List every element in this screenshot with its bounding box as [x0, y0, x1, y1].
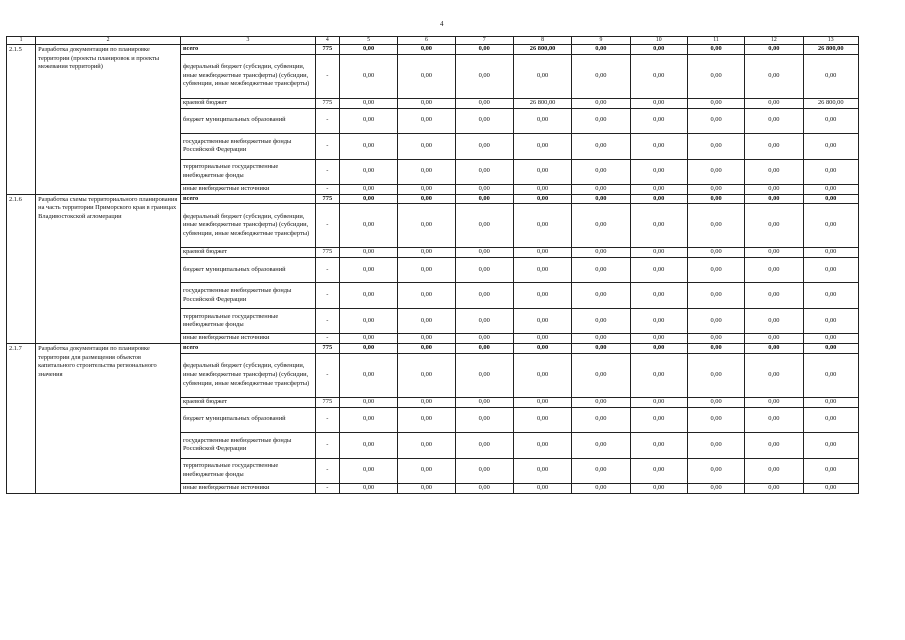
funding-source: всего: [181, 194, 316, 204]
amount-cell: 26 800,00: [803, 98, 858, 108]
amount-cell: 0,00: [803, 108, 858, 133]
amount-cell: 0,00: [398, 344, 455, 354]
amount-cell: 0,00: [630, 248, 687, 258]
amount-cell: 0,00: [687, 159, 744, 184]
kbk-code: 775: [315, 194, 339, 204]
kbk-code: -: [315, 283, 339, 309]
amount-cell: 0,00: [455, 204, 513, 248]
amount-cell: 0,00: [398, 159, 455, 184]
amount-cell: 0,00: [745, 45, 803, 55]
amount-cell: 0,00: [455, 54, 513, 98]
amount-cell: 0,00: [572, 108, 630, 133]
funding-source: государственные внебюджетные фонды Российской Федерации: [181, 133, 316, 159]
column-header: 1: [7, 37, 36, 45]
amount-cell: 0,00: [339, 258, 397, 283]
amount-cell: 0,00: [745, 204, 803, 248]
amount-cell: 0,00: [803, 248, 858, 258]
amount-cell: 0,00: [687, 309, 744, 334]
amount-cell: 0,00: [339, 432, 397, 458]
amount-cell: 0,00: [339, 248, 397, 258]
amount-cell: 0,00: [513, 483, 571, 493]
amount-cell: 0,00: [630, 133, 687, 159]
amount-cell: 0,00: [687, 432, 744, 458]
amount-cell: 0,00: [513, 407, 571, 432]
amount-cell: 0,00: [339, 353, 397, 397]
amount-cell: 0,00: [687, 133, 744, 159]
amount-cell: 0,00: [339, 204, 397, 248]
amount-cell: 0,00: [513, 344, 571, 354]
amount-cell: 0,00: [687, 248, 744, 258]
kbk-code: -: [315, 309, 339, 334]
budget-table: [6, 36, 859, 494]
amount-cell: 0,00: [455, 159, 513, 184]
amount-cell: 0,00: [398, 283, 455, 309]
amount-cell: 0,00: [687, 194, 744, 204]
amount-cell: 0,00: [398, 353, 455, 397]
amount-cell: 0,00: [745, 159, 803, 184]
amount-cell: 0,00: [803, 483, 858, 493]
amount-cell: 0,00: [398, 458, 455, 483]
table-row: [7, 344, 859, 354]
amount-cell: 0,00: [572, 248, 630, 258]
amount-cell: 0,00: [398, 45, 455, 55]
amount-cell: 0,00: [630, 54, 687, 98]
amount-cell: 0,00: [398, 407, 455, 432]
amount-cell: 0,00: [339, 54, 397, 98]
funding-source: иные внебюджетные источники: [181, 483, 316, 493]
funding-source: государственные внебюджетные фонды Российской Федерации: [181, 283, 316, 309]
amount-cell: 0,00: [803, 458, 858, 483]
amount-cell: 0,00: [572, 283, 630, 309]
amount-cell: 0,00: [803, 397, 858, 407]
amount-cell: 0,00: [745, 194, 803, 204]
amount-cell: 0,00: [572, 159, 630, 184]
amount-cell: 0,00: [572, 407, 630, 432]
column-header: 3: [181, 37, 316, 45]
amount-cell: 0,00: [339, 133, 397, 159]
kbk-code: -: [315, 258, 339, 283]
amount-cell: 0,00: [630, 353, 687, 397]
amount-cell: 0,00: [455, 397, 513, 407]
amount-cell: 0,00: [572, 353, 630, 397]
funding-source: бюджет муниципальных образований: [181, 258, 316, 283]
kbk-code: -: [315, 432, 339, 458]
amount-cell: 0,00: [339, 108, 397, 133]
amount-cell: 0,00: [803, 159, 858, 184]
amount-cell: 0,00: [745, 54, 803, 98]
amount-cell: 0,00: [513, 108, 571, 133]
amount-cell: 0,00: [745, 353, 803, 397]
amount-cell: 0,00: [687, 108, 744, 133]
amount-cell: 0,00: [745, 98, 803, 108]
amount-cell: 0,00: [687, 204, 744, 248]
amount-cell: 0,00: [745, 397, 803, 407]
kbk-code: 775: [315, 344, 339, 354]
amount-cell: 0,00: [339, 397, 397, 407]
kbk-code: -: [315, 159, 339, 184]
amount-cell: 26 800,00: [803, 45, 858, 55]
amount-cell: 0,00: [572, 184, 630, 194]
amount-cell: 0,00: [803, 184, 858, 194]
amount-cell: 0,00: [339, 344, 397, 354]
kbk-code: 775: [315, 248, 339, 258]
kbk-code: -: [315, 353, 339, 397]
amount-cell: 0,00: [745, 309, 803, 334]
kbk-code: -: [315, 133, 339, 159]
amount-cell: 0,00: [455, 184, 513, 194]
amount-cell: 0,00: [803, 54, 858, 98]
amount-cell: 0,00: [630, 397, 687, 407]
amount-cell: 0,00: [398, 54, 455, 98]
funding-source: бюджет муниципальных образований: [181, 108, 316, 133]
amount-cell: 0,00: [687, 458, 744, 483]
amount-cell: 0,00: [630, 309, 687, 334]
amount-cell: 0,00: [803, 407, 858, 432]
amount-cell: 0,00: [687, 258, 744, 283]
amount-cell: 0,00: [513, 458, 571, 483]
kbk-code: -: [315, 483, 339, 493]
column-header: 5: [339, 37, 397, 45]
funding-source: краевой бюджет: [181, 248, 316, 258]
amount-cell: 0,00: [455, 334, 513, 344]
amount-cell: 0,00: [803, 309, 858, 334]
amount-cell: 0,00: [572, 309, 630, 334]
kbk-code: -: [315, 458, 339, 483]
amount-cell: 0,00: [630, 45, 687, 55]
amount-cell: 0,00: [398, 248, 455, 258]
amount-cell: 0,00: [687, 45, 744, 55]
amount-cell: 0,00: [513, 309, 571, 334]
amount-cell: 0,00: [687, 397, 744, 407]
kbk-code: 775: [315, 98, 339, 108]
amount-cell: 0,00: [803, 133, 858, 159]
amount-cell: 0,00: [339, 407, 397, 432]
amount-cell: 0,00: [339, 458, 397, 483]
section-name: Разработка схемы территориального планирования на часть территории Приморского края в границах Владивостокской агломерации: [36, 194, 181, 344]
amount-cell: 0,00: [455, 194, 513, 204]
amount-cell: 0,00: [803, 432, 858, 458]
column-header: 11: [687, 37, 744, 45]
amount-cell: 0,00: [745, 133, 803, 159]
amount-cell: 0,00: [630, 258, 687, 283]
table-row: [7, 45, 859, 55]
amount-cell: 0,00: [572, 133, 630, 159]
amount-cell: 0,00: [745, 283, 803, 309]
amount-cell: 0,00: [513, 133, 571, 159]
amount-cell: 0,00: [455, 483, 513, 493]
amount-cell: 0,00: [513, 334, 571, 344]
amount-cell: 0,00: [630, 458, 687, 483]
amount-cell: 0,00: [745, 458, 803, 483]
amount-cell: 0,00: [572, 45, 630, 55]
column-header: 13: [803, 37, 858, 45]
amount-cell: 0,00: [630, 98, 687, 108]
amount-cell: 0,00: [572, 204, 630, 248]
amount-cell: 0,00: [630, 184, 687, 194]
amount-cell: 0,00: [572, 98, 630, 108]
kbk-code: -: [315, 184, 339, 194]
amount-cell: 0,00: [630, 283, 687, 309]
kbk-code: -: [315, 54, 339, 98]
kbk-code: -: [315, 204, 339, 248]
amount-cell: 0,00: [572, 334, 630, 344]
amount-cell: 0,00: [572, 344, 630, 354]
funding-source: всего: [181, 45, 316, 55]
kbk-code: -: [315, 407, 339, 432]
amount-cell: 0,00: [687, 407, 744, 432]
amount-cell: 0,00: [339, 159, 397, 184]
column-header: 4: [315, 37, 339, 45]
amount-cell: 0,00: [630, 483, 687, 493]
column-header: 2: [36, 37, 181, 45]
page-number: 4: [440, 20, 444, 28]
amount-cell: 0,00: [513, 353, 571, 397]
amount-cell: 0,00: [745, 108, 803, 133]
amount-cell: 0,00: [572, 458, 630, 483]
amount-cell: 0,00: [398, 133, 455, 159]
amount-cell: 0,00: [687, 54, 744, 98]
amount-cell: 0,00: [572, 258, 630, 283]
amount-cell: 26 800,00: [513, 98, 571, 108]
amount-cell: 0,00: [572, 397, 630, 407]
funding-source: иные внебюджетные источники: [181, 184, 316, 194]
amount-cell: 0,00: [513, 184, 571, 194]
amount-cell: 0,00: [398, 309, 455, 334]
amount-cell: 0,00: [630, 407, 687, 432]
amount-cell: 0,00: [687, 184, 744, 194]
funding-source: территориальные государственные внебюджетные фонды: [181, 458, 316, 483]
amount-cell: 0,00: [630, 108, 687, 133]
amount-cell: 0,00: [513, 248, 571, 258]
funding-source: территориальные государственные внебюджетные фонды: [181, 309, 316, 334]
amount-cell: 0,00: [513, 397, 571, 407]
funding-source: бюджет муниципальных образований: [181, 407, 316, 432]
column-header-row: [7, 37, 859, 45]
amount-cell: 0,00: [803, 258, 858, 283]
amount-cell: 0,00: [513, 204, 571, 248]
column-header: 9: [572, 37, 630, 45]
amount-cell: 0,00: [455, 98, 513, 108]
amount-cell: 0,00: [455, 248, 513, 258]
amount-cell: 0,00: [398, 483, 455, 493]
amount-cell: 0,00: [803, 204, 858, 248]
amount-cell: 0,00: [803, 194, 858, 204]
amount-cell: 0,00: [513, 283, 571, 309]
amount-cell: 0,00: [803, 283, 858, 309]
amount-cell: 0,00: [339, 309, 397, 334]
amount-cell: 0,00: [455, 45, 513, 55]
funding-source: федеральный бюджет (субсидии, субвенции, иные межбюджетные трансферты) (субсидии, субвенции, иные межбюджетные трансферты): [181, 54, 316, 98]
amount-cell: 0,00: [513, 432, 571, 458]
column-header: 7: [455, 37, 513, 45]
amount-cell: 0,00: [398, 432, 455, 458]
column-header: 6: [398, 37, 455, 45]
amount-cell: 0,00: [455, 309, 513, 334]
amount-cell: 0,00: [455, 432, 513, 458]
section-index: 2.1.7: [7, 344, 36, 494]
amount-cell: 0,00: [455, 458, 513, 483]
amount-cell: 0,00: [455, 344, 513, 354]
column-header: 12: [745, 37, 803, 45]
amount-cell: 0,00: [513, 159, 571, 184]
amount-cell: 0,00: [630, 344, 687, 354]
amount-cell: 0,00: [687, 283, 744, 309]
amount-cell: 0,00: [398, 334, 455, 344]
amount-cell: 0,00: [398, 204, 455, 248]
amount-cell: 0,00: [687, 344, 744, 354]
amount-cell: 0,00: [745, 184, 803, 194]
amount-cell: 0,00: [572, 483, 630, 493]
amount-cell: 0,00: [339, 184, 397, 194]
amount-cell: 0,00: [803, 353, 858, 397]
amount-cell: 0,00: [339, 283, 397, 309]
funding-source: государственные внебюджетные фонды Российской Федерации: [181, 432, 316, 458]
amount-cell: 0,00: [745, 432, 803, 458]
kbk-code: -: [315, 334, 339, 344]
amount-cell: 0,00: [339, 45, 397, 55]
amount-cell: 0,00: [455, 283, 513, 309]
kbk-code: 775: [315, 45, 339, 55]
amount-cell: 0,00: [455, 353, 513, 397]
amount-cell: 26 800,00: [513, 45, 571, 55]
section-name: Разработка документации по планировке территории (проекты планировок и проекты межевания территорий): [36, 45, 181, 195]
amount-cell: 0,00: [630, 432, 687, 458]
amount-cell: 0,00: [745, 248, 803, 258]
kbk-code: -: [315, 108, 339, 133]
amount-cell: 0,00: [339, 483, 397, 493]
amount-cell: 0,00: [745, 258, 803, 283]
amount-cell: 0,00: [745, 407, 803, 432]
amount-cell: 0,00: [398, 184, 455, 194]
amount-cell: 0,00: [398, 108, 455, 133]
column-header: 10: [630, 37, 687, 45]
amount-cell: 0,00: [687, 483, 744, 493]
kbk-code: 775: [315, 397, 339, 407]
amount-cell: 0,00: [630, 194, 687, 204]
amount-cell: 0,00: [513, 258, 571, 283]
amount-cell: 0,00: [630, 334, 687, 344]
amount-cell: 0,00: [398, 98, 455, 108]
funding-source: иные внебюджетные источники: [181, 334, 316, 344]
amount-cell: 0,00: [572, 54, 630, 98]
amount-cell: 0,00: [455, 108, 513, 133]
amount-cell: 0,00: [455, 407, 513, 432]
amount-cell: 0,00: [513, 54, 571, 98]
amount-cell: 0,00: [513, 194, 571, 204]
amount-cell: 0,00: [339, 194, 397, 204]
funding-source: всего: [181, 344, 316, 354]
amount-cell: 0,00: [572, 194, 630, 204]
amount-cell: 0,00: [687, 353, 744, 397]
amount-cell: 0,00: [687, 98, 744, 108]
table-row: [7, 194, 859, 204]
section-name: Разработка документации по планировке территории для размещения объектов капитального строительства регионального значения: [36, 344, 181, 494]
amount-cell: 0,00: [339, 334, 397, 344]
amount-cell: 0,00: [630, 204, 687, 248]
amount-cell: 0,00: [455, 258, 513, 283]
table-body: [7, 37, 859, 494]
amount-cell: 0,00: [339, 98, 397, 108]
funding-source: краевой бюджет: [181, 397, 316, 407]
funding-source: территориальные государственные внебюджетные фонды: [181, 159, 316, 184]
amount-cell: 0,00: [572, 432, 630, 458]
column-header: 8: [513, 37, 571, 45]
amount-cell: 0,00: [745, 334, 803, 344]
amount-cell: 0,00: [803, 344, 858, 354]
funding-source: краевой бюджет: [181, 98, 316, 108]
amount-cell: 0,00: [630, 159, 687, 184]
amount-cell: 0,00: [398, 194, 455, 204]
section-index: 2.1.5: [7, 45, 36, 195]
amount-cell: 0,00: [745, 483, 803, 493]
amount-cell: 0,00: [398, 397, 455, 407]
amount-cell: 0,00: [455, 133, 513, 159]
section-index: 2.1.6: [7, 194, 36, 344]
amount-cell: 0,00: [803, 334, 858, 344]
amount-cell: 0,00: [687, 334, 744, 344]
funding-source: федеральный бюджет (субсидии, субвенции, иные межбюджетные трансферты) (субсидии, субвенции, иные межбюджетные трансферты): [181, 353, 316, 397]
amount-cell: 0,00: [745, 344, 803, 354]
funding-source: федеральный бюджет (субсидии, субвенции, иные межбюджетные трансферты) (субсидии, субвенции, иные межбюджетные трансферты): [181, 204, 316, 248]
amount-cell: 0,00: [398, 258, 455, 283]
